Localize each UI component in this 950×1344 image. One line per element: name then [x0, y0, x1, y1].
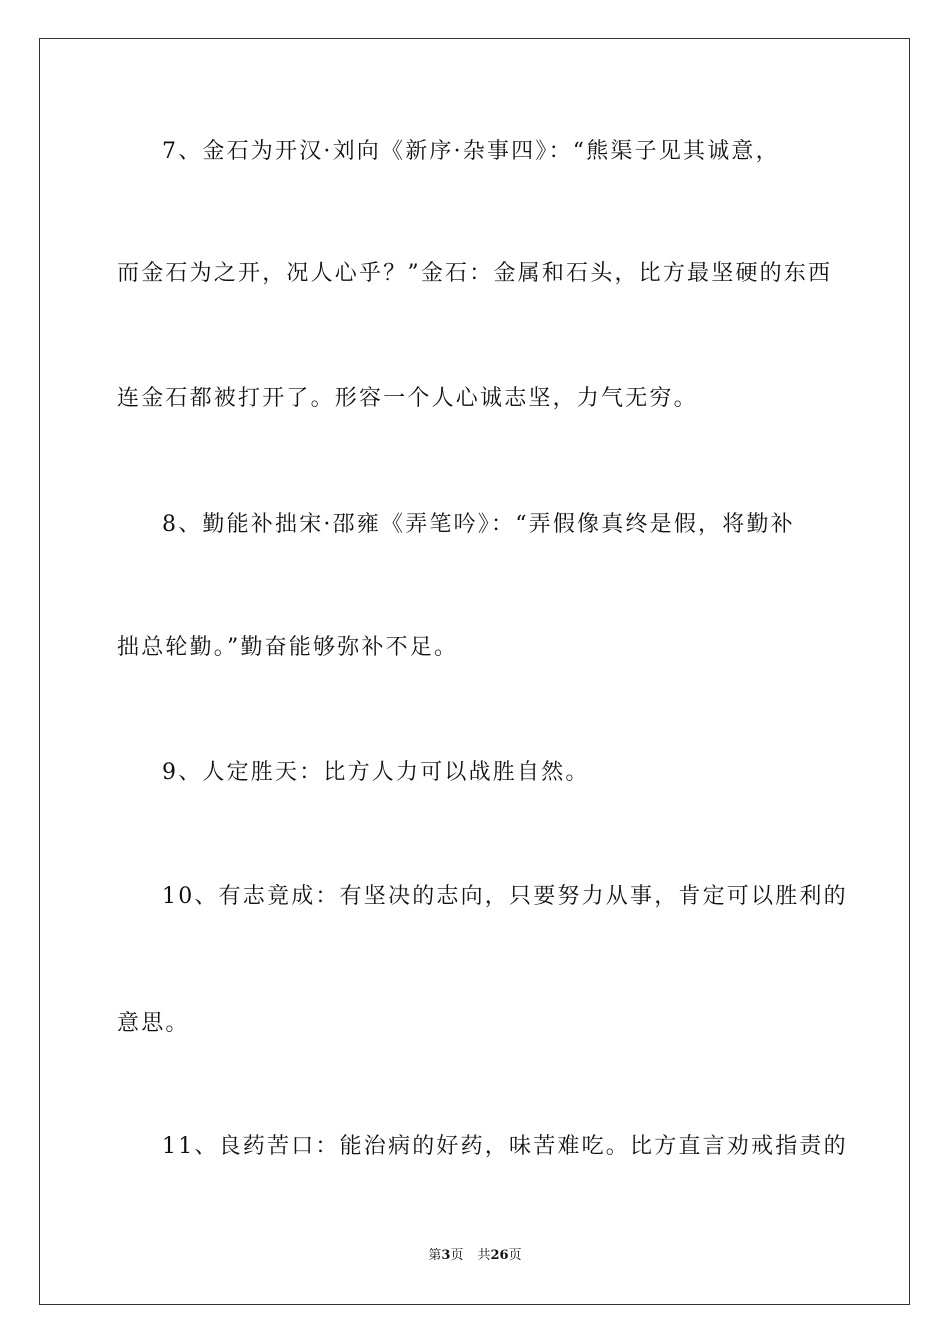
paragraph-9-line-1: 9、人定胜天：比方人力可以战胜自然。 [162, 760, 590, 785]
paragraph-10-line-1: 10、有志竟成：有坚决的志向，只要努力从事，肯定可以胜利的 [162, 884, 848, 909]
page-border [39, 38, 910, 1305]
total-suffix: 页 [508, 1248, 522, 1263]
page-footer [0, 1247, 950, 1265]
paragraph-7-line-1: 7、金石为开汉·刘向《新序·杂事四》：“熊渠子见其诚意， [162, 139, 780, 164]
paragraph-7-line-2: 而金石为之开，况人心乎？”金石：金属和石头，比方最坚硬的东西 [117, 261, 833, 286]
page-suffix: 页 [450, 1248, 464, 1263]
paragraph-11-line-1: 11、良药苦口：能治病的好药，味苦难吃。比方直言劝戒指责的 [162, 1134, 848, 1159]
page-prefix: 第 [428, 1248, 442, 1263]
paragraph-10-line-2: 意思。 [117, 1011, 190, 1036]
total-pages: 26 [490, 1248, 509, 1263]
paragraph-8-line-2: 拙总轮勤。”勤奋能够弥补不足。 [117, 635, 459, 660]
total-prefix: 共 [477, 1248, 491, 1263]
paragraph-7-line-3: 连金石都被打开了。形容一个人心诚志坚，力气无穷。 [117, 386, 698, 411]
page-number: 3 [441, 1248, 451, 1263]
paragraph-8-line-1: 8、勤能补拙宋·邵雍《弄笔吟》：“弄假像真终是假，将勤补 [162, 512, 795, 537]
